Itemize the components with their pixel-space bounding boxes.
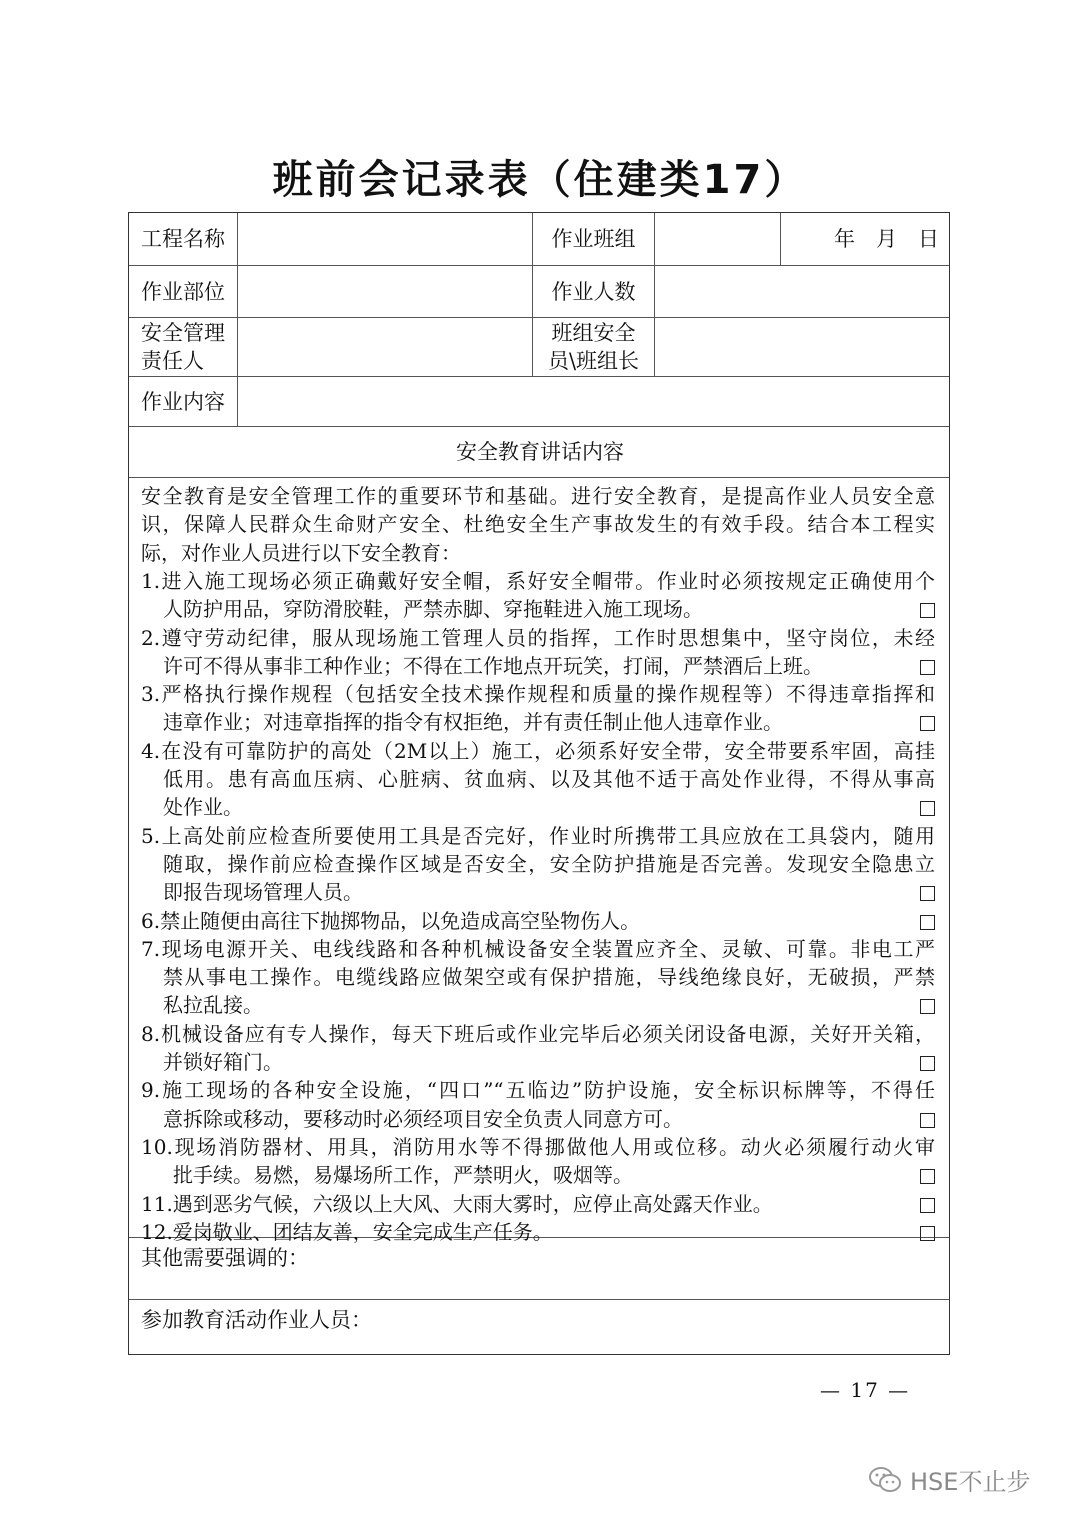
item-line: 意拆除或移动，要移动时必须经项目安全负责人同意方可。 <box>163 1106 683 1131</box>
item-checkbox[interactable] <box>920 915 935 930</box>
item-line: 6.禁止随便由高往下抛掷物品，以免造成高空坠物伤人。 <box>141 908 641 933</box>
work-part-field[interactable] <box>237 266 532 317</box>
other-emphasis-label[interactable]: 其他需要强调的： <box>141 1246 309 1270</box>
item-line: 私拉乱接。 <box>163 993 263 1018</box>
row-work-content <box>129 377 949 427</box>
education-content <box>129 478 949 1244</box>
meeting-record-form <box>128 212 950 1355</box>
education-heading: 安全教育讲话内容 <box>456 440 624 464</box>
education-lines <box>129 478 949 1244</box>
item-line: 1.进入施工现场必须正确戴好安全帽，系好安全帽带。作业时必须按规定正确使用个 <box>141 568 935 593</box>
row-project <box>129 213 949 266</box>
safety-manager-label <box>129 318 237 376</box>
item-line: 9.施工现场的各种安全设施，“四口”“五临边”防护设施，安全标识标牌等，不得任 <box>141 1078 935 1103</box>
participants-label[interactable]: 参加教育活动作业人员： <box>141 1308 372 1332</box>
item-checkbox[interactable] <box>920 660 935 675</box>
item-line: 人防护用品，穿防滑胶鞋，严禁赤脚、穿拖鞋进入施工现场。 <box>163 597 703 622</box>
project-name-label: 工程名称 <box>141 227 225 251</box>
project-name-field[interactable] <box>237 213 532 265</box>
item-line: 2.遵守劳动纪律，服从现场施工管理人员的指挥，工作时思想集中，坚守岗位，未经 <box>141 625 935 650</box>
page-number: — 17 — <box>820 1378 911 1402</box>
safety-manager-label-line1: 安全管理 <box>141 321 225 345</box>
safety-manager-field[interactable] <box>237 318 532 376</box>
work-content-label: 作业内容 <box>141 389 225 414</box>
item-checkbox[interactable] <box>920 603 935 618</box>
safety-manager-label-line2: 责任人 <box>141 349 204 373</box>
worker-count-field[interactable] <box>654 266 951 317</box>
item-line: 低用。患有高血压病、心脏病、贫血病、以及其他不适于高处作业得，不得从事高 <box>163 767 935 791</box>
item-line: 随取，操作前应检查操作区域是否安全，安全防护措施是否完善。发现安全隐患立 <box>163 851 935 876</box>
row-work-part <box>129 266 949 318</box>
intro-line: 际，对作业人员进行以下安全教育： <box>141 540 461 565</box>
item-line: 处作业。 <box>163 795 243 820</box>
item-checkbox[interactable] <box>920 999 935 1014</box>
item-checkbox[interactable] <box>920 1113 935 1128</box>
wechat-icon <box>868 1466 902 1494</box>
team-safety-label-line2: 员\班组长 <box>547 349 640 373</box>
item-checkbox[interactable] <box>920 801 935 816</box>
item-line: 7.现场电源开关、电线线路和各种机械设备安全装置应齐全、灵敏、可靠。非电工严 <box>141 936 935 961</box>
intro-line: 识，保障人民群众生命财产安全、杜绝安全生产事故发生的有效手段。结合本工程实 <box>141 512 935 537</box>
team-safety-field[interactable] <box>654 318 951 376</box>
item-line: 11.遇到恶劣气候，六级以上大风、大雨大雾时，应停止高处露天作业。 <box>141 1191 773 1216</box>
item-line: 许可不得从事非工种作业；不得在工作地点开玩笑，打闹，严禁酒后上班。 <box>163 653 823 678</box>
item-line: 批手续。易燃，易爆场所工作，严禁明火，吸烟等。 <box>173 1163 633 1188</box>
item-line: 12.爱岗敬业、团结友善，安全完成生产任务。 <box>141 1219 553 1244</box>
date-field[interactable]: 年 月 日 <box>780 213 951 265</box>
item-line: 10.现场消防器材、用具，消防用水等不得挪做他人用或位移。动火必须履行动火审 <box>141 1134 935 1159</box>
team-safety-label-line1: 班组安全 <box>551 321 636 345</box>
item-line: 3.严格执行操作规程（包括安全技术操作规程和质量的操作规程等）不得违章指挥和 <box>141 682 935 707</box>
item-line: 并锁好箱门。 <box>163 1050 283 1074</box>
intro-line: 安全教育是安全管理工作的重要环节和基础。进行安全教育，是提高作业人员安全意 <box>141 484 935 508</box>
item-line: 4.在没有可靠防护的高处（2M以上）施工，必须系好安全带，安全带要系牢固，高挂 <box>141 738 935 763</box>
work-part-label: 作业部位 <box>141 279 225 304</box>
page-title: 班前会记录表（住建类17） <box>272 157 808 203</box>
item-line: 8.机械设备应有专人操作，每天下班后或作业完毕后必须关闭设备电源，关好开关箱， <box>141 1021 935 1046</box>
item-line: 5.上高处前应检查所要使用工具是否完好，作业时所携带工具应放在工具袋内，随用 <box>141 823 935 848</box>
item-checkbox[interactable] <box>920 886 935 901</box>
row-other-emphasis <box>129 1238 949 1300</box>
row-participants <box>129 1300 949 1356</box>
watermark-text: HSE不止步 <box>910 1468 1031 1496</box>
item-checkbox[interactable] <box>920 1198 935 1213</box>
row-responsible <box>129 318 949 377</box>
work-team-field[interactable] <box>654 213 780 265</box>
worker-count-label: 作业人数 <box>532 266 654 317</box>
item-checkbox[interactable] <box>920 1169 935 1184</box>
watermark <box>868 1462 1030 1497</box>
item-line: 禁从事电工操作。电缆线路应做架空或有保护措施，导线绝缘良好，无破损，严禁 <box>163 965 935 990</box>
work-content-field[interactable] <box>237 377 951 426</box>
item-checkbox[interactable] <box>920 1056 935 1071</box>
item-checkbox[interactable] <box>920 716 935 731</box>
team-safety-label <box>532 318 654 376</box>
row-education-heading <box>129 427 949 478</box>
item-line: 即报告现场管理人员。 <box>163 880 363 905</box>
work-team-label: 作业班组 <box>532 213 654 265</box>
item-line: 违章作业；对违章指挥的指令有权拒绝，并有责任制止他人违章作业。 <box>163 710 783 735</box>
